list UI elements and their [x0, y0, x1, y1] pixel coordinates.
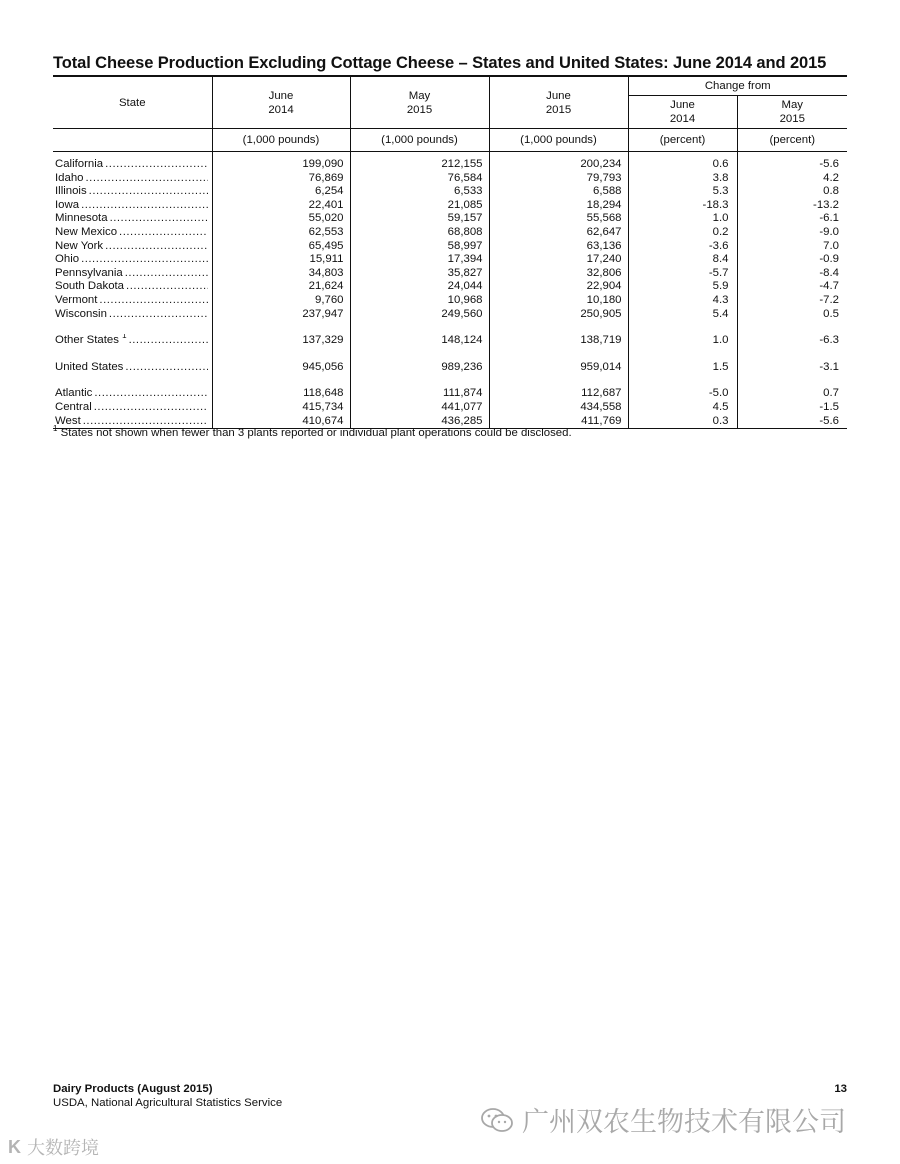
table-row	[53, 172, 847, 186]
cell-value: -8.4	[737, 267, 847, 281]
table-row-other-states	[53, 334, 847, 348]
unit-label: (1,000 pounds)	[212, 129, 350, 152]
cell-value: -7.2	[737, 294, 847, 308]
row-state-name: California	[55, 158, 104, 170]
cell-value: 35,827	[350, 267, 489, 281]
cell-value: 4.2	[737, 172, 847, 186]
table-row	[53, 212, 847, 226]
row-state-name: Iowa	[55, 198, 80, 211]
unit-label: (1,000 pounds)	[350, 129, 489, 152]
cell-value: 6,533	[350, 185, 489, 199]
cell-value: 0.8	[737, 185, 847, 199]
cell-value: 415,734	[212, 401, 350, 415]
cell-value: 4.5	[628, 401, 737, 415]
cell-value: 137,329	[212, 334, 350, 348]
unit-label: (1,000 pounds)	[489, 129, 628, 152]
row-state-name: South Dakota	[55, 280, 125, 293]
cell-value: 138,719	[489, 334, 628, 348]
row-state-name: West	[55, 414, 81, 427]
change-june-2014-header: June 2014	[628, 96, 737, 129]
cell-value: -0.9	[737, 253, 847, 267]
change-from-header: Change from	[628, 76, 847, 96]
cell-value: 436,285	[350, 415, 489, 429]
row-state-name: Minnesota	[55, 212, 108, 225]
cell-value: 22,401	[212, 199, 350, 213]
regions-rows	[53, 387, 847, 428]
cheese-production-table	[53, 75, 847, 429]
row-state-name: Vermont	[55, 293, 98, 306]
cell-value: 15,911	[212, 253, 350, 267]
cell-value: 3.8	[628, 172, 737, 186]
table-row	[53, 280, 847, 294]
cell-value: 148,124	[350, 334, 489, 348]
cell-value: 32,806	[489, 267, 628, 281]
cell-value: -1.5	[737, 401, 847, 415]
cell-value: 6,254	[212, 185, 350, 199]
row-state-name: New York	[55, 239, 104, 252]
cell-value: 1.5	[628, 361, 737, 375]
cell-value: 55,020	[212, 212, 350, 226]
row-state-name: New Mexico	[55, 225, 118, 238]
table-row	[53, 308, 847, 322]
watermark-logo-mark: K	[8, 1136, 21, 1157]
cell-value: -6.3	[737, 334, 847, 348]
cell-value: 0.2	[628, 226, 737, 240]
row-state-name: Other States	[55, 334, 119, 347]
cell-value: 5.9	[628, 280, 737, 294]
cell-value: 55,568	[489, 212, 628, 226]
cell-value: 249,560	[350, 308, 489, 322]
cell-value: 1.0	[628, 334, 737, 348]
table-row	[53, 226, 847, 240]
watermark-brand-text: 大数跨境	[27, 1138, 99, 1158]
row-state-name: Central	[55, 400, 92, 413]
row-state-name: Ohio	[55, 253, 80, 266]
cell-value: 237,947	[212, 308, 350, 322]
cell-value: 63,136	[489, 240, 628, 254]
cell-value: -5.0	[628, 387, 737, 401]
cell-value: 212,155	[350, 158, 489, 172]
cell-value: -4.7	[737, 280, 847, 294]
footnote-text: States not shown when fewer than 3 plants reported or individual plant operations could be disclosed.	[57, 427, 572, 439]
cell-value: 0.6	[628, 158, 737, 172]
table-row	[53, 185, 847, 199]
cell-value: -9.0	[737, 226, 847, 240]
cell-value: 200,234	[489, 158, 628, 172]
cell-value: 10,968	[350, 294, 489, 308]
cell-value: -18.3	[628, 199, 737, 213]
cell-value: 10,180	[489, 294, 628, 308]
cell-value: 1.0	[628, 212, 737, 226]
cell-value: 76,584	[350, 172, 489, 186]
cell-value: 9,760	[212, 294, 350, 308]
footnote	[53, 424, 572, 439]
footnote-marker: 1	[53, 424, 58, 434]
cell-value: 34,803	[212, 267, 350, 281]
cell-value: 21,085	[350, 199, 489, 213]
cell-value: 18,294	[489, 199, 628, 213]
cell-value: 4.3	[628, 294, 737, 308]
cell-value: 0.7	[737, 387, 847, 401]
table-row	[53, 240, 847, 254]
cell-value: -5.6	[737, 158, 847, 172]
cell-value: 411,769	[489, 415, 628, 429]
row-state-name: Atlantic	[55, 387, 93, 400]
cell-value: 79,793	[489, 172, 628, 186]
row-state-name: United States	[55, 360, 124, 373]
cell-value: 0.5	[737, 308, 847, 322]
state-header: State	[53, 76, 212, 129]
footnote-marker: 1	[122, 334, 127, 341]
cell-value: -3.6	[628, 240, 737, 254]
row-state-name: Pennsylvania	[55, 266, 123, 279]
watermark-company-text: 广州双农生物技术有限公司	[522, 1107, 846, 1137]
cell-value: -5.6	[737, 415, 847, 429]
table-row-united-states	[53, 361, 847, 375]
cell-value: 112,687	[489, 387, 628, 401]
cell-value: 199,090	[212, 158, 350, 172]
page-title: Total Cheese Production Excluding Cottage Cheese – States and United States: June 2014 and 2015	[53, 54, 827, 72]
cell-value: 24,044	[350, 280, 489, 294]
cell-value: 989,236	[350, 361, 489, 375]
table-row	[53, 267, 847, 281]
cell-value: 62,553	[212, 226, 350, 240]
cell-value: 410,674	[212, 415, 350, 429]
cell-value: 7.0	[737, 240, 847, 254]
watermark-left	[8, 1134, 99, 1160]
cell-value: 21,624	[212, 280, 350, 294]
row-state-name: Illinois	[55, 185, 87, 198]
cell-value: 65,495	[212, 240, 350, 254]
publication-title: Dairy Products (August 2015)	[53, 1083, 213, 1095]
cell-value: 17,394	[350, 253, 489, 267]
cell-value: 434,558	[489, 401, 628, 415]
cell-value: -3.1	[737, 361, 847, 375]
cell-value: 6,588	[489, 185, 628, 199]
row-state-name: Idaho	[55, 171, 84, 184]
cell-value: 111,874	[350, 387, 489, 401]
col-june-2015-header: June 2015	[489, 76, 628, 129]
agency-name: USDA, National Agricultural Statistics Service	[53, 1097, 283, 1109]
cell-value: -5.7	[628, 267, 737, 281]
states-rows	[53, 158, 847, 321]
cell-value: -6.1	[737, 212, 847, 226]
cell-value: 945,056	[212, 361, 350, 375]
cell-value: 59,157	[350, 212, 489, 226]
cell-value: 58,997	[350, 240, 489, 254]
cell-value: 5.4	[628, 308, 737, 322]
cell-value: 5.3	[628, 185, 737, 199]
units-row	[53, 129, 847, 152]
cell-value: 68,808	[350, 226, 489, 240]
cell-value: 0.3	[628, 415, 737, 429]
row-state-name: Wisconsin	[55, 307, 107, 320]
change-may-2015-header: May 2015	[737, 96, 847, 129]
unit-label: (percent)	[737, 129, 847, 152]
cell-value: 8.4	[628, 253, 737, 267]
cell-value: 441,077	[350, 401, 489, 415]
table-row	[53, 253, 847, 267]
wechat-icon	[480, 1107, 514, 1133]
table-row	[53, 199, 847, 213]
unit-label: (percent)	[628, 129, 737, 152]
cell-value: 250,905	[489, 308, 628, 322]
cell-value: 959,014	[489, 361, 628, 375]
cell-value: 118,648	[212, 387, 350, 401]
cell-value: -13.2	[737, 199, 847, 213]
col-may-2015-header: May 2015	[350, 76, 489, 129]
col-june-2014-header: June 2014	[212, 76, 350, 129]
cell-value: 17,240	[489, 253, 628, 267]
table-row	[53, 387, 847, 401]
table-row	[53, 158, 847, 172]
cell-value: 76,869	[212, 172, 350, 186]
table-row	[53, 401, 847, 415]
watermark-right	[480, 1100, 846, 1139]
page-number: 13	[834, 1083, 847, 1095]
cell-value: 22,904	[489, 280, 628, 294]
table-row	[53, 294, 847, 308]
cell-value: 62,647	[489, 226, 628, 240]
